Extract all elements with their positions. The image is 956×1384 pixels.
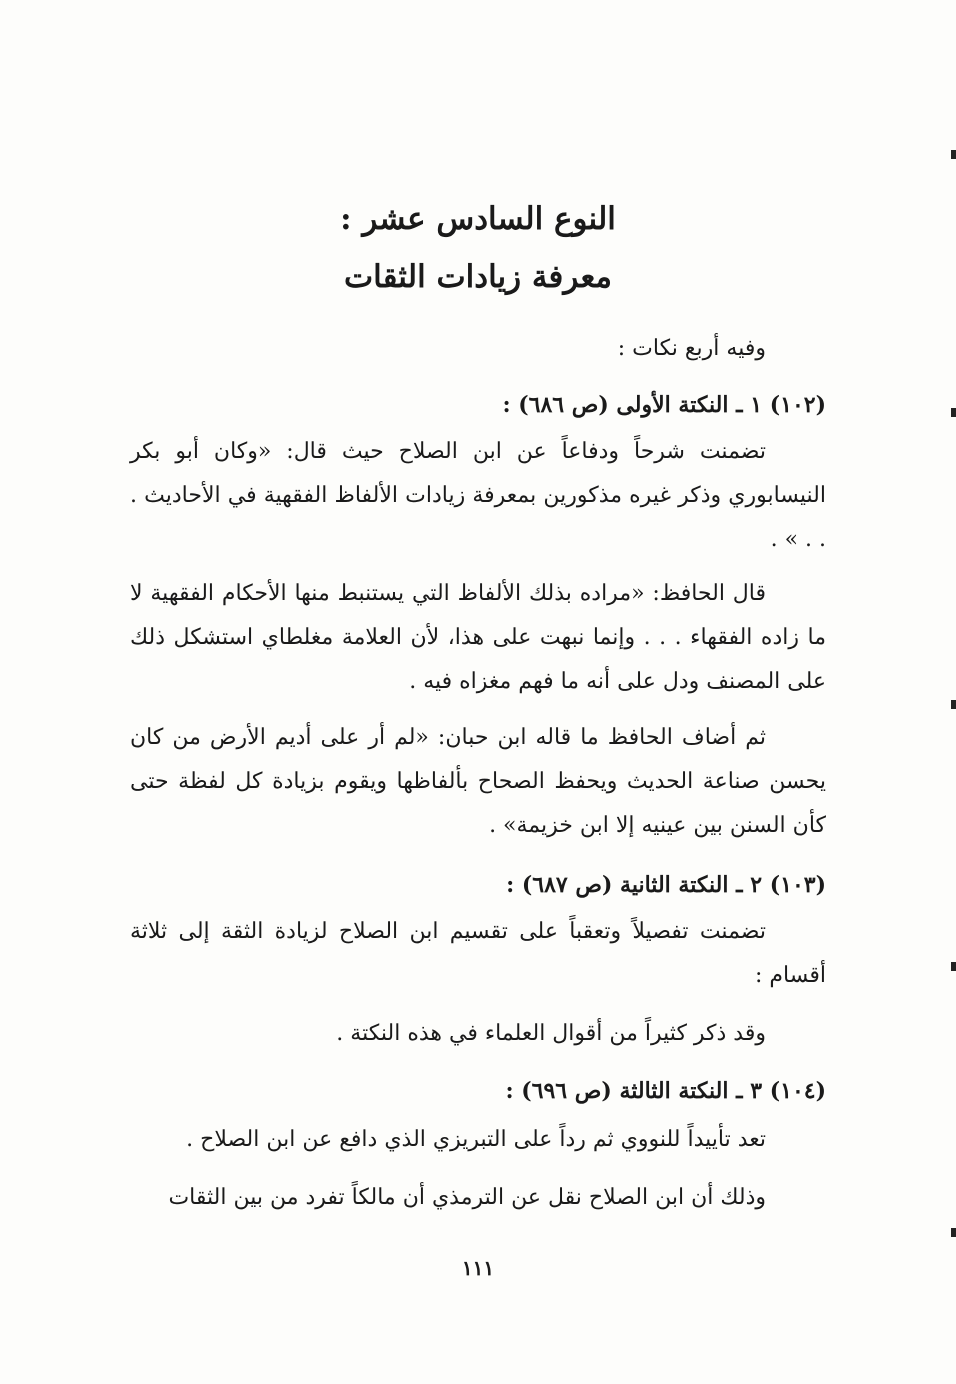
chapter-title-line2: معرفة زيادات الثقات: [343, 259, 613, 295]
page-number: ١١١: [461, 1256, 495, 1280]
note2-paragraph-2: وقد ذكر كثيراً من أقوال العلماء في هذه النكتة .: [336, 1021, 766, 1046]
note3-paragraph-1: تعد تأييداً للنووي ثم رداً على التبريزي الذي دافع عن ابن الصلاح .: [186, 1127, 766, 1152]
scan-edge-mark: [951, 150, 956, 159]
scan-edge-mark: [951, 1228, 956, 1237]
note-heading-3: (١٠٤) ٣ ـ النكتة الثالثة (ص ٦٩٦) :: [505, 1078, 826, 1104]
note1-paragraph-1: تضمنت شرحاً ودفاعاً عن ابن الصلاح حيث قال: «وكان أبو بكر النيسابوري وذكر غيره مذكورين بمعرفة زيادات الألفاظ الفقهية في الأحاديث . . . » .: [130, 439, 826, 552]
note-heading-1: (١٠٢) ١ ـ النكتة الأولى (ص ٦٨٦) :: [502, 392, 826, 418]
note2-paragraph-1: تضمنت تفصيلاً وتعقباً على تقسيم ابن الصلاح لزيادة الثقة إلى ثلاثة أقسام :: [130, 919, 826, 988]
note1-paragraph-3: ثم أضاف الحافظ ما قاله ابن حبان: «لم أر على أديم الأرض من كان يحسن صناعة الحديث ويحفظ الصحاح بألفاظها ويقوم بزيادة كل لفظة حتى كأن السنن بين عينيه إلا ابن خزيمة» .: [130, 725, 826, 838]
intro-line: وفيه أربع نكات :: [617, 336, 766, 361]
scan-edge-mark: [951, 700, 956, 709]
note-heading-2: (١٠٣) ٢ ـ النكتة الثانية (ص ٦٨٧) :: [506, 872, 826, 898]
chapter-title: [130, 190, 826, 306]
scan-edge-mark: [951, 962, 956, 971]
book-page: [130, 0, 826, 1384]
note3-paragraph-2: وذلك أن ابن الصلاح نقل عن الترمذي أن مالكاً تفرد من بين الثقات: [168, 1185, 766, 1210]
scan-edge-mark: [951, 408, 956, 417]
note1-paragraph-2: قال الحافظ: «مراده بذلك الألفاظ التي يستنبط منها الأحكام الفقهية لا ما زاده الفقهاء . . . وإنما نبهت على هذا، لأن العلامة مغلطاي استشكل ذلك على المصنف ودل على أنه ما فهم مغزاه فيه .: [130, 581, 826, 694]
chapter-title-line1: النوع السادس عشر :: [340, 201, 616, 237]
